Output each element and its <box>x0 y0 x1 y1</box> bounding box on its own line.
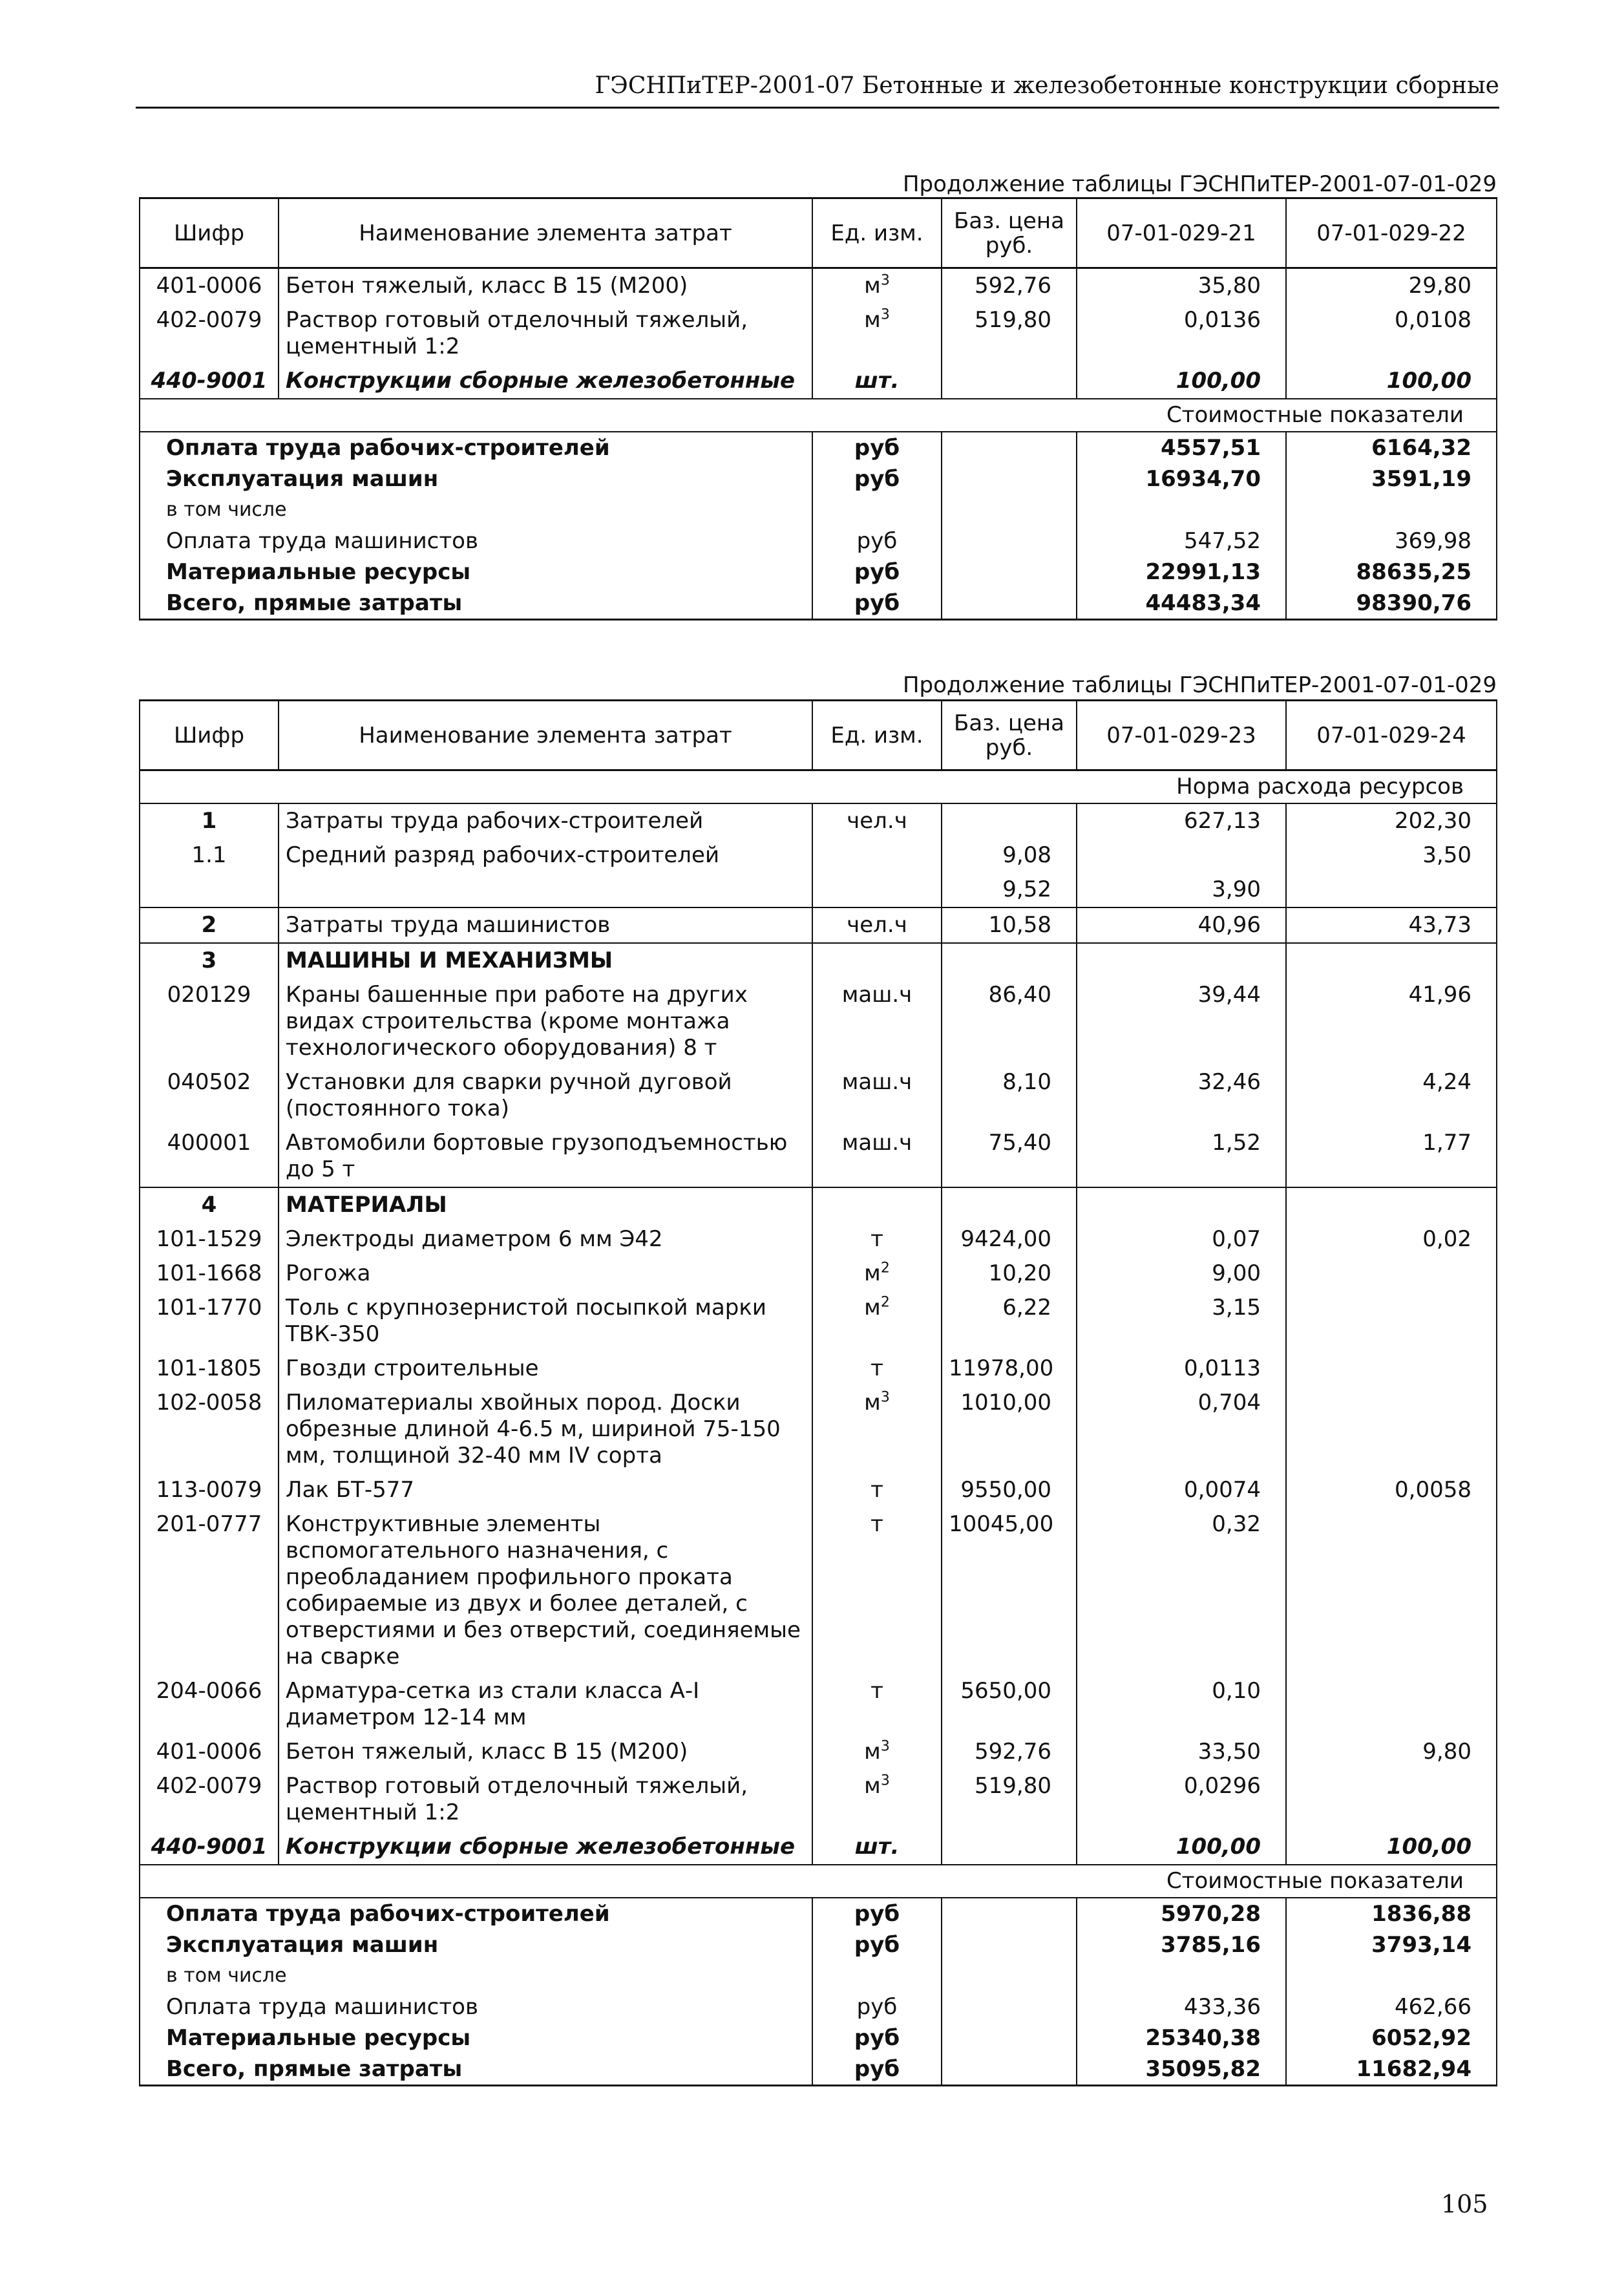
price-cell: 592,76 <box>942 1735 1077 1769</box>
value-cell: 98390,76 <box>1286 588 1497 620</box>
group-row <box>140 1187 1497 1222</box>
price-cell: 592,76 <box>942 268 1077 304</box>
value-cell: 0,0058 <box>1286 1473 1497 1507</box>
unit-cell <box>812 268 942 304</box>
unit-cell: т <box>812 1507 942 1674</box>
name-cell: Бетон тяжелый, класс В 15 (М200) <box>279 1735 812 1769</box>
value-cell <box>1077 1960 1286 1991</box>
unit-cell: т <box>812 1473 942 1507</box>
name-cell: Бетон тяжелый, класс В 15 (М200) <box>279 268 812 304</box>
table2-header-row <box>140 701 1497 770</box>
unit-cell: маш.ч <box>812 978 942 1065</box>
code-cell: 400001 <box>140 1126 279 1187</box>
value-cell: 22991,13 <box>1077 557 1286 588</box>
code-cell: 1 <box>140 803 279 838</box>
name-cell: Конструктивные элементы вспомогательного назначения, с преобладанием профильного проката собираемые из двух и более деталей, с отверстиями и без отверстий, соединяемые на сварке <box>279 1507 812 1674</box>
cost-name-cell: Материальные ресурсы <box>140 557 812 588</box>
value-cell: 0,0296 <box>1077 1769 1286 1830</box>
code-cell: 440-9001 <box>140 1830 279 1865</box>
name-cell: Конструкции сборные железобетонные <box>279 364 812 399</box>
value-cell: 100,00 <box>1077 364 1286 399</box>
value-cell: 0,02 <box>1286 1222 1497 1257</box>
unit-text: м <box>864 1390 881 1416</box>
code-cell: 102-0058 <box>140 1386 279 1473</box>
cost-name-cell: Оплата труда машинистов <box>140 1991 812 2022</box>
value-cell <box>1286 1352 1497 1386</box>
table-row <box>140 1222 1497 1257</box>
unit-text: м <box>864 273 881 299</box>
column-header: 07-01-029-21 <box>1077 198 1286 268</box>
value-cell: 25340,38 <box>1077 2022 1286 2053</box>
value-cell: 1,52 <box>1077 1126 1286 1187</box>
empty-cell <box>1077 943 1286 978</box>
unit-cell <box>812 494 942 525</box>
cost-name-cell: Всего, прямые затраты <box>140 2053 812 2086</box>
value-cell: 100,00 <box>1286 1830 1497 1865</box>
empty-cell <box>1077 1187 1286 1222</box>
code-cell: 101-1529 <box>140 1222 279 1257</box>
price-cell: 8,10 <box>942 1065 1077 1126</box>
value-cell: 462,66 <box>1286 1991 1497 2022</box>
code-cell: 1.1 <box>140 838 279 873</box>
name-cell: Толь с крупнозернистой посыпкой марки ТВК-350 <box>279 1291 812 1352</box>
price-cell <box>942 1991 1077 2022</box>
unit-cell: руб <box>812 557 942 588</box>
name-cell: Средний разряд рабочих-строителей <box>279 838 812 873</box>
unit-cell: руб <box>812 1991 942 2022</box>
group-title: МАТЕРИАЛЫ <box>279 1187 812 1222</box>
cost-name-cell: Эксплуатация машин <box>140 463 812 494</box>
value-cell <box>1286 873 1497 907</box>
table1-header-row <box>140 198 1497 268</box>
section-label: Стоимостные показатели <box>140 399 1497 432</box>
price-cell: 10045,00 <box>942 1507 1077 1674</box>
value-cell: 3,15 <box>1077 1291 1286 1352</box>
code-cell: 101-1770 <box>140 1291 279 1352</box>
value-cell: 627,13 <box>1077 803 1286 838</box>
empty-cell <box>812 943 942 978</box>
cost-name-cell: в том числе <box>140 494 812 525</box>
code-cell: 440-9001 <box>140 364 279 399</box>
value-cell: 33,50 <box>1077 1735 1286 1769</box>
empty-cell <box>942 1187 1077 1222</box>
unit-cell <box>812 838 942 873</box>
column-header: Баз. цена руб. <box>942 701 1077 770</box>
value-cell: 100,00 <box>1077 1830 1286 1865</box>
price-cell <box>942 1960 1077 1991</box>
value-cell: 3591,19 <box>1286 463 1497 494</box>
name-cell: Затраты труда рабочих-строителей <box>279 803 812 838</box>
value-cell <box>1286 1386 1497 1473</box>
table-row <box>140 838 1497 873</box>
unit-cell <box>812 1735 942 1769</box>
group-code: 4 <box>140 1187 279 1222</box>
value-cell <box>1077 494 1286 525</box>
cost-row <box>140 588 1497 620</box>
price-cell: 9424,00 <box>942 1222 1077 1257</box>
table-row <box>140 364 1497 399</box>
unit-cell: чел.ч <box>812 803 942 838</box>
page-header: ГЭСНПиТЕР-2001-07 Бетонные и железобетонные конструкции сборные <box>595 72 1499 99</box>
value-cell: 0,07 <box>1077 1222 1286 1257</box>
cost-row <box>140 494 1497 525</box>
norm-section-row <box>140 770 1497 804</box>
name-cell: Рогожа <box>279 1257 812 1291</box>
unit-cell <box>812 1291 942 1352</box>
unit-exponent: 3 <box>880 306 890 323</box>
code-cell: 113-0079 <box>140 1473 279 1507</box>
value-cell: 43,73 <box>1286 907 1497 943</box>
value-cell: 0,0136 <box>1077 303 1286 364</box>
group-row <box>140 943 1497 978</box>
value-cell: 35,80 <box>1077 268 1286 304</box>
page-number: 105 <box>1441 2190 1488 2218</box>
value-cell: 3785,16 <box>1077 1929 1286 1960</box>
unit-cell: руб <box>812 1898 942 1929</box>
column-header: 07-01-029-23 <box>1077 701 1286 770</box>
price-cell <box>942 494 1077 525</box>
value-cell: 9,80 <box>1286 1735 1497 1769</box>
unit-cell: руб <box>812 2053 942 2086</box>
unit-cell: т <box>812 1674 942 1735</box>
code-cell: 401-0006 <box>140 268 279 304</box>
column-header: Ед. изм. <box>812 701 942 770</box>
price-cell: 1010,00 <box>942 1386 1077 1473</box>
group-code: 3 <box>140 943 279 978</box>
column-header: Баз. цена руб. <box>942 198 1077 268</box>
price-cell: 11978,00 <box>942 1352 1077 1386</box>
table-row <box>140 1386 1497 1473</box>
value-cell: 40,96 <box>1077 907 1286 943</box>
table-row <box>140 1674 1497 1735</box>
value-cell <box>1286 1257 1497 1291</box>
price-cell <box>942 1929 1077 1960</box>
value-cell: 433,36 <box>1077 1991 1286 2022</box>
price-cell <box>942 525 1077 557</box>
price-cell <box>942 463 1077 494</box>
unit-cell: т <box>812 1222 942 1257</box>
value-cell: 5970,28 <box>1077 1898 1286 1929</box>
unit-text: м <box>864 1260 881 1286</box>
name-cell: Краны башенные при работе на других видах строительства (кроме монтажа технологического оборудования) 8 т <box>279 978 812 1065</box>
unit-text: м <box>864 1295 881 1321</box>
price-cell <box>942 803 1077 838</box>
unit-cell <box>812 873 942 907</box>
group-title: МАШИНЫ И МЕХАНИЗМЫ <box>279 943 812 978</box>
name-cell: Пиломатериалы хвойных пород. Доски обрезные длиной 4-6.5 м, шириной 75-150 мм, толщиной 32-40 мм IV сорта <box>279 1386 812 1473</box>
unit-exponent: 3 <box>880 1389 890 1406</box>
section-label: Норма расхода ресурсов <box>140 770 1497 804</box>
table2 <box>139 699 1497 2086</box>
name-cell: Электроды диаметром 6 мм Э42 <box>279 1222 812 1257</box>
cost-row <box>140 2022 1497 2053</box>
name-cell: Гвозди строительные <box>279 1352 812 1386</box>
unit-cell: руб <box>812 432 942 463</box>
unit-exponent: 2 <box>880 1294 890 1311</box>
column-header: Наименование элемента затрат <box>279 198 812 268</box>
value-cell: 11682,94 <box>1286 2053 1497 2086</box>
unit-cell: руб <box>812 525 942 557</box>
value-cell: 1836,88 <box>1286 1898 1497 1929</box>
value-cell <box>1286 1674 1497 1735</box>
name-cell: Лак БТ-577 <box>279 1473 812 1507</box>
value-cell <box>1286 1507 1497 1674</box>
empty-cell <box>942 943 1077 978</box>
value-cell: 3,90 <box>1077 873 1286 907</box>
unit-exponent: 3 <box>880 1772 890 1789</box>
price-cell <box>942 588 1077 620</box>
cost-name-cell: Оплата труда машинистов <box>140 525 812 557</box>
price-cell <box>942 2053 1077 2086</box>
unit-cell: шт. <box>812 364 942 399</box>
value-cell: 32,46 <box>1077 1065 1286 1126</box>
column-header: Шифр <box>140 198 279 268</box>
cost-name-cell: Оплата труда рабочих-строителей <box>140 432 812 463</box>
table1-body <box>140 198 1497 620</box>
unit-cell <box>812 1257 942 1291</box>
value-cell: 4,24 <box>1286 1065 1497 1126</box>
code-cell <box>140 873 279 907</box>
cost-name-cell: Оплата труда рабочих-строителей <box>140 1898 812 1929</box>
code-cell: 2 <box>140 907 279 943</box>
value-cell: 100,00 <box>1286 364 1497 399</box>
value-cell <box>1286 494 1497 525</box>
code-cell: 201-0777 <box>140 1507 279 1674</box>
name-cell <box>279 873 812 907</box>
value-cell: 39,44 <box>1077 978 1286 1065</box>
unit-exponent: 2 <box>880 1260 890 1277</box>
cost-name-cell: Эксплуатация машин <box>140 1929 812 1960</box>
unit-text: м <box>864 1773 881 1799</box>
value-cell: 0,0074 <box>1077 1473 1286 1507</box>
header-rule <box>136 107 1499 109</box>
table2-continuation: Продолжение таблицы ГЭСНПиТЕР-2001-07-01-029 <box>902 672 1497 698</box>
name-cell: Конструкции сборные железобетонные <box>279 1830 812 1865</box>
cost-row <box>140 463 1497 494</box>
table2-body <box>140 701 1497 2086</box>
unit-cell: маш.ч <box>812 1065 942 1126</box>
value-cell: 9,00 <box>1077 1257 1286 1291</box>
table-row <box>140 873 1497 907</box>
value-cell: 547,52 <box>1077 525 1286 557</box>
table-row <box>140 907 1497 943</box>
section-label: Стоимостные показатели <box>140 1865 1497 1898</box>
price-cell <box>942 364 1077 399</box>
value-cell: 44483,34 <box>1077 588 1286 620</box>
price-cell: 5650,00 <box>942 1674 1077 1735</box>
unit-cell: чел.ч <box>812 907 942 943</box>
name-cell: Арматура-сетка из стали класса А-I диаметром 12-14 мм <box>279 1674 812 1735</box>
price-cell <box>942 1830 1077 1865</box>
cost-name-cell: Всего, прямые затраты <box>140 588 812 620</box>
unit-text: м <box>864 1739 881 1765</box>
column-header: 07-01-029-22 <box>1286 198 1497 268</box>
value-cell: 369,98 <box>1286 525 1497 557</box>
value-cell: 29,80 <box>1286 268 1497 304</box>
column-header: 07-01-029-24 <box>1286 701 1497 770</box>
value-cell: 0,0108 <box>1286 303 1497 364</box>
table-row <box>140 1065 1497 1126</box>
price-cell <box>942 557 1077 588</box>
price-cell: 519,80 <box>942 303 1077 364</box>
price-cell <box>942 1898 1077 1929</box>
table-row <box>140 1352 1497 1386</box>
value-cell: 35095,82 <box>1077 2053 1286 2086</box>
value-cell: 3,50 <box>1286 838 1497 873</box>
price-cell: 10,20 <box>942 1257 1077 1291</box>
cost-row <box>140 525 1497 557</box>
code-cell: 402-0079 <box>140 303 279 364</box>
table-row <box>140 268 1497 304</box>
value-cell: 6052,92 <box>1286 2022 1497 2053</box>
code-cell: 101-1668 <box>140 1257 279 1291</box>
name-cell: Установки для сварки ручной дуговой (постоянного тока) <box>279 1065 812 1126</box>
cost-row <box>140 1898 1497 1929</box>
table1 <box>139 197 1497 621</box>
price-cell: 6,22 <box>942 1291 1077 1352</box>
column-header: Ед. изм. <box>812 198 942 268</box>
unit-text: м <box>864 307 881 333</box>
value-cell: 1,77 <box>1286 1126 1497 1187</box>
value-cell: 3793,14 <box>1286 1929 1497 1960</box>
cost-section-row <box>140 1865 1497 1898</box>
table-row <box>140 303 1497 364</box>
cost-row <box>140 1960 1497 1991</box>
empty-cell <box>1286 1187 1497 1222</box>
code-cell: 040502 <box>140 1065 279 1126</box>
value-cell <box>1077 838 1286 873</box>
unit-cell: т <box>812 1352 942 1386</box>
cost-section-row <box>140 399 1497 432</box>
value-cell: 202,30 <box>1286 803 1497 838</box>
unit-cell: руб <box>812 1929 942 1960</box>
table-row <box>140 1473 1497 1507</box>
column-header: Шифр <box>140 701 279 770</box>
empty-cell <box>1286 943 1497 978</box>
code-cell: 101-1805 <box>140 1352 279 1386</box>
table-row <box>140 978 1497 1065</box>
cost-row <box>140 2053 1497 2086</box>
price-cell: 75,40 <box>942 1126 1077 1187</box>
value-cell: 0,0113 <box>1077 1352 1286 1386</box>
price-cell: 86,40 <box>942 978 1077 1065</box>
cost-name-cell: Материальные ресурсы <box>140 2022 812 2053</box>
price-cell: 9,52 <box>942 873 1077 907</box>
cost-row <box>140 1991 1497 2022</box>
unit-exponent: 3 <box>880 272 890 289</box>
column-header: Наименование элемента затрат <box>279 701 812 770</box>
value-cell: 0,32 <box>1077 1507 1286 1674</box>
name-cell: Раствор готовый отделочный тяжелый, цементный 1:2 <box>279 303 812 364</box>
unit-cell: маш.ч <box>812 1126 942 1187</box>
table-row <box>140 1291 1497 1352</box>
unit-cell: руб <box>812 588 942 620</box>
unit-cell <box>812 1960 942 1991</box>
value-cell: 6164,32 <box>1286 432 1497 463</box>
value-cell: 16934,70 <box>1077 463 1286 494</box>
code-cell: 020129 <box>140 978 279 1065</box>
table-row <box>140 803 1497 838</box>
price-cell <box>942 432 1077 463</box>
unit-cell <box>812 303 942 364</box>
name-cell: Затраты труда машинистов <box>279 907 812 943</box>
table-row <box>140 1257 1497 1291</box>
price-cell <box>942 2022 1077 2053</box>
value-cell <box>1286 1769 1497 1830</box>
unit-exponent: 3 <box>880 1738 890 1755</box>
price-cell: 9,08 <box>942 838 1077 873</box>
table-row <box>140 1735 1497 1769</box>
value-cell: 41,96 <box>1286 978 1497 1065</box>
cost-row <box>140 432 1497 463</box>
unit-cell <box>812 1769 942 1830</box>
unit-cell: шт. <box>812 1830 942 1865</box>
table-row <box>140 1126 1497 1187</box>
empty-cell <box>812 1187 942 1222</box>
cost-row <box>140 1929 1497 1960</box>
name-cell: Автомобили бортовые грузоподъемностью до 5 т <box>279 1126 812 1187</box>
price-cell: 10,58 <box>942 907 1077 943</box>
value-cell: 0,10 <box>1077 1674 1286 1735</box>
cost-row <box>140 557 1497 588</box>
value-cell: 88635,25 <box>1286 557 1497 588</box>
unit-cell: руб <box>812 463 942 494</box>
price-cell: 9550,00 <box>942 1473 1077 1507</box>
table1-continuation: Продолжение таблицы ГЭСНПиТЕР-2001-07-01-029 <box>902 171 1497 197</box>
cost-name-cell: в том числе <box>140 1960 812 1991</box>
code-cell: 204-0066 <box>140 1674 279 1735</box>
unit-cell <box>812 1386 942 1473</box>
value-cell: 4557,51 <box>1077 432 1286 463</box>
name-cell: Раствор готовый отделочный тяжелый, цементный 1:2 <box>279 1769 812 1830</box>
table-row <box>140 1507 1497 1674</box>
unit-cell: руб <box>812 2022 942 2053</box>
table-row <box>140 1830 1497 1865</box>
table-row <box>140 1769 1497 1830</box>
code-cell: 402-0079 <box>140 1769 279 1830</box>
price-cell: 519,80 <box>942 1769 1077 1830</box>
value-cell <box>1286 1291 1497 1352</box>
value-cell <box>1286 1960 1497 1991</box>
value-cell: 0,704 <box>1077 1386 1286 1473</box>
code-cell: 401-0006 <box>140 1735 279 1769</box>
